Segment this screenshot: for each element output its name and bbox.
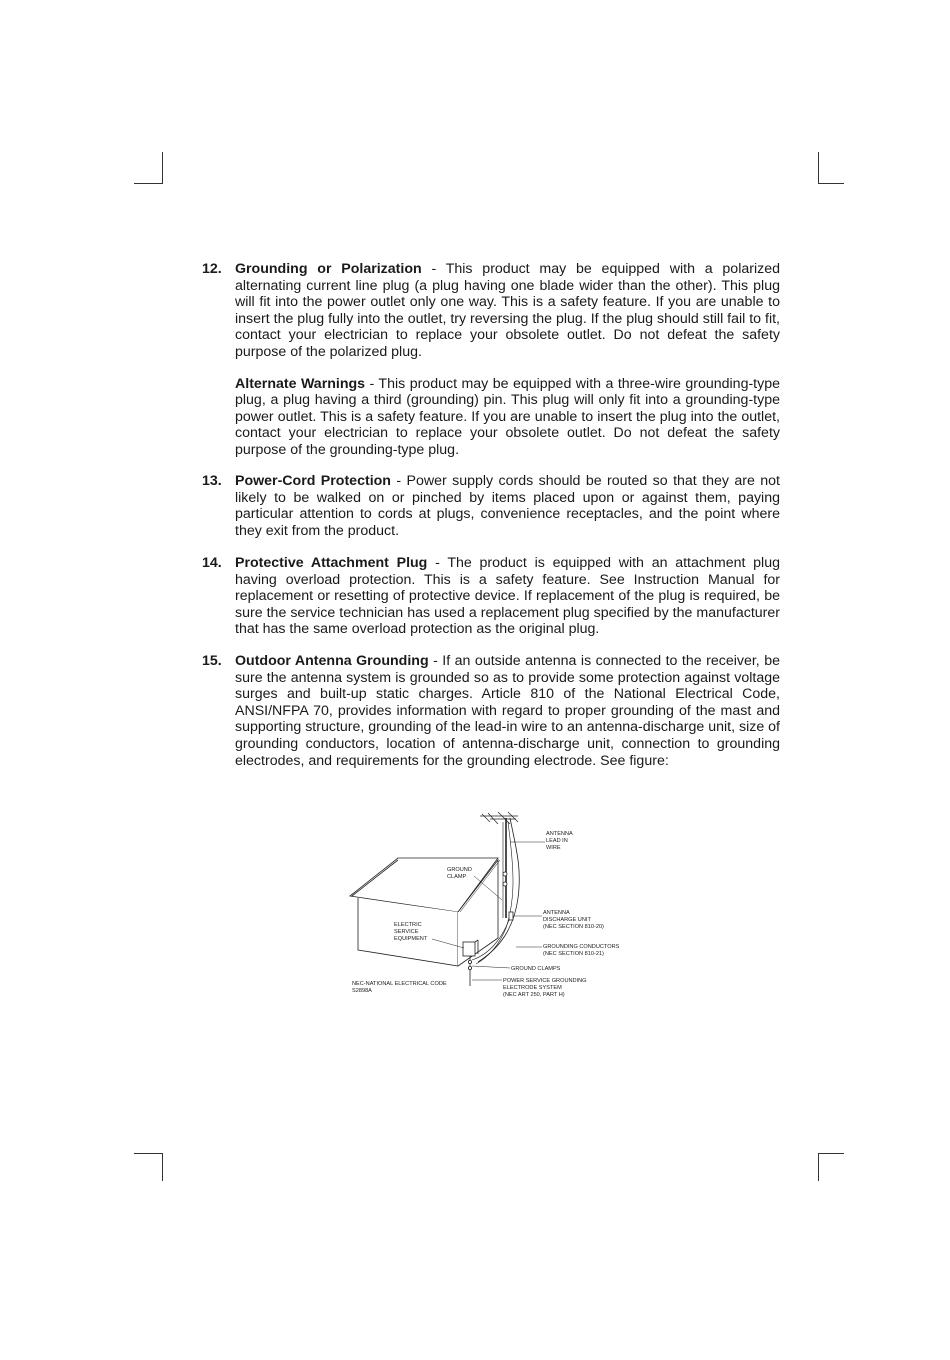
item-heading: Protective Attachment Plug [235, 555, 428, 571]
crop-mark-top-left [134, 183, 163, 184]
electric-service-box [463, 942, 475, 956]
antenna-elements [480, 812, 518, 824]
label-ground-clamp: GROUND CLAMP [447, 867, 472, 880]
label-power-service-grounding: POWER SERVICE GROUNDING ELECTRODE SYSTEM (NEC ART 250, PART H) [503, 978, 587, 998]
item-sub-text: - This product may be equipped with a three-wire grounding-type plug, a plug having a third (grounding) pin. This plug will only fit into a grounding-type power outlet. This is a safety feature. If you are unable to insert the plug into the outlet, contact your electrician to replace your obsolete outlet. Do not defeat the safety purpose of the grounding-type plug. [235, 375, 780, 458]
crop-mark-bottom-left [162, 1153, 163, 1181]
label-antenna-discharge-unit: ANTENNA DISCHARGE UNIT (NEC SECTION 810-20) [543, 910, 604, 930]
crop-mark-bottom-right [818, 1153, 819, 1181]
item-body [235, 473, 780, 539]
item-sub-body [235, 376, 780, 459]
item-body [235, 653, 780, 769]
item-text: - This product may be equipped with a polarized alternating current line plug (a plug having one blade wider than the other). This plug will fit into the power outlet only one way. This is a safety feature. If you are unable to insert the plug fully into the outlet, try reversing the plug. If the plug should still fail to fit, contact your electrician to replace your obsolete outlet. Do not defeat the safety purpose of the polarized plug. [235, 261, 780, 360]
safety-item-12 [202, 261, 780, 459]
antenna-discharge-unit [509, 912, 513, 920]
crop-mark-top-left [162, 152, 163, 183]
safety-item-15 [202, 653, 780, 769]
label-grounding-conductors: GROUNDING CONDUCTORS (NEC SECTION 810-21) [543, 944, 620, 957]
item-text: - If an outside antenna is connected to the receiver, be sure the antenna system is grounded so as to provide some protection against voltage surges and built-up static charges. Article 810 of the National Electrical Code, ANSI/NFPA 70, provides information with regard to proper grounding of the mast and supporting structure, grounding of the lead-in wire to an antenna-discharge unit, size of grounding conductors, location of antenna-discharge unit, connection to grounding electrodes, and requirements for the grounding electrode. See figure: [235, 653, 780, 769]
label-electric-service-equipment: ELECTRIC SERVICE EQUIPMENT [394, 922, 428, 942]
item-text: - The product is equipped with an attachment plug having overload protection. This is a safety feature. See Instruction Manual for replacement or resetting of protective device. If replacement of the plug is required, be sure the service technician has used a replacement plug specified by the manufacturer that has the same overload protection as the original plug. [235, 555, 780, 638]
antenna-grounding-figure [340, 808, 660, 1018]
item-heading: Outdoor Antenna Grounding [235, 653, 429, 669]
label-antenna-lead-in: ANTENNA LEAD IN WIRE [546, 831, 573, 851]
item-sub-heading: Alternate Warnings [235, 375, 366, 392]
safety-item-13 [202, 473, 780, 539]
safety-item-14 [202, 555, 780, 638]
item-number: 13. [202, 473, 222, 489]
label-ground-clamps: GROUND CLAMPS [511, 966, 561, 972]
crop-mark-bottom-left [134, 1153, 163, 1154]
item-heading: Power-Cord Protection [235, 473, 391, 489]
item-body [235, 261, 780, 361]
item-number: 15. [202, 653, 222, 669]
label-nec-code: NEC-NATIONAL ELECTRICAL CODE S2898A [352, 981, 447, 994]
item-text: - Power supply cords should be routed so that they are not likely to be walked on or pinched by items placed upon or against them, paying particular attention to cords at plugs, convenience receptacles, and the point where they exit from the product. [235, 473, 781, 539]
item-number: 14. [202, 555, 222, 571]
item-number: 12. [202, 261, 222, 277]
crop-mark-bottom-right [818, 1153, 844, 1154]
crop-mark-top-right [818, 183, 844, 184]
item-body [235, 555, 780, 638]
item-heading: Grounding or Polarization [235, 261, 422, 277]
crop-mark-top-right [818, 152, 819, 183]
